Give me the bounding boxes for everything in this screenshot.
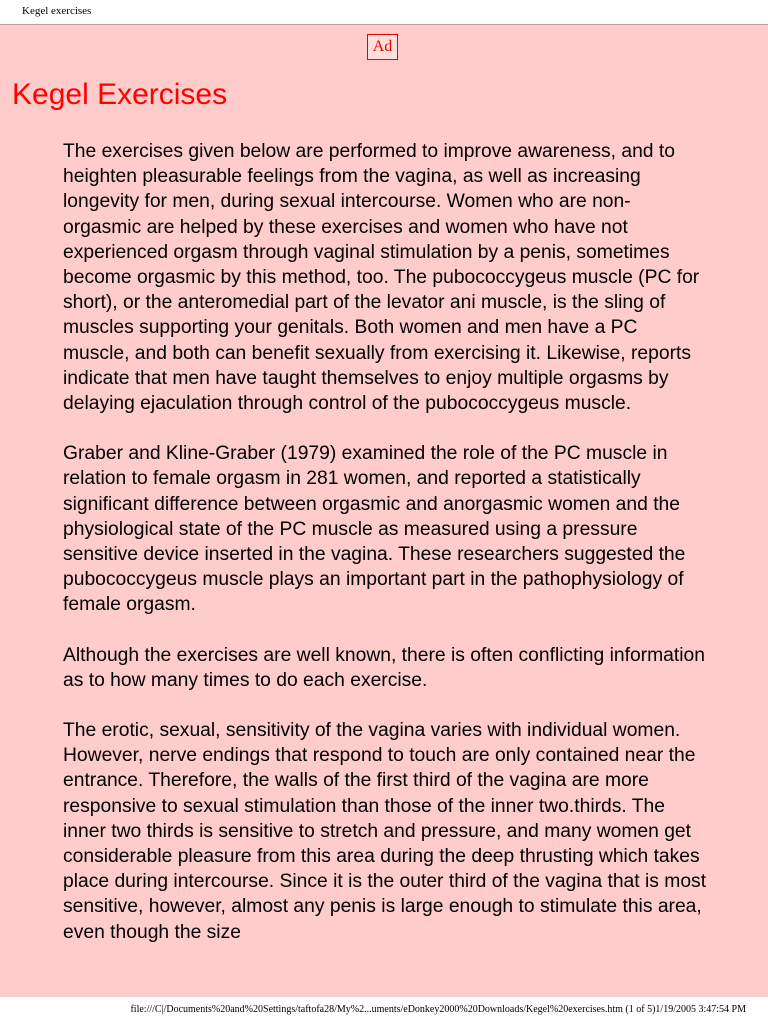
print-header-title: Kegel exercises (22, 5, 92, 17)
article-paragraph: The exercises given below are performed to improve awareness, and to heighten pleasurable feelings from the vagina, as well as increasing longevity for men, during sexual intercourse. Women who are non-orgasmic are helped by these exercises and women who have not experienced orgasm through vaginal stimulation by a penis, sometimes become orgasmic by this method, too. The pubococcygeus muscle (PC for short), or the anteromedial part of the levator ani muscle, is the sling of muscles supporting your genitals. Both women and men have a PC muscle, and both can benefit sexually from exercising it. Likewise, reports indicate that men have taught themselves to enjoy multiple orgasms by delaying ejaculation through control of the pubococcygeus muscle. (63, 141, 700, 415)
article-paragraph: The erotic, sexual, sensitivity of the vagina varies with individual women. However, nerve endings that respond to touch are only contained near the entrance. Therefore, the walls of the first third of the vagina are more responsive to sexual stimulation than those of the inner two.thirds. The inner two thirds is sensitive to stretch and pressure, and many women get considerable pleasure from this area during the deep thrusting which takes place during intercourse. Since it is the outer third of the vagina that is most sensitive, however, almost any penis is large enough to stimulate this area, even though the size (63, 720, 707, 943)
article-paragraph: Graber and Kline-Graber (1979) examined the role of the PC muscle in relation to female orgasm in 281 women, and reported a statistically significant difference between orgasmic and anorgasmic women and the physiological state of the PC muscle as measured using a pressure sensitive device inserted in the vagina. These researchers suggested the pubococcygeus muscle plays an important part in the pathophysiology of female orgasm. (63, 443, 686, 616)
print-footer-path: file:///C|/Documents%20and%20Settings/taftofa28/My%2...uments/eDonkey2000%20Downloads/Kegel%20exercises.htm (1 of 5)1/19/2005 3:47:54 PM (130, 1004, 746, 1015)
article-paragraph: Although the exercises are well known, there is often conflicting information as to how many times to do each exercise. (63, 644, 705, 691)
page-title: Kegel Exercises (12, 78, 228, 111)
article-body (63, 139, 708, 970)
page-content (0, 24, 768, 997)
ad-link[interactable]: Ad (367, 34, 398, 60)
